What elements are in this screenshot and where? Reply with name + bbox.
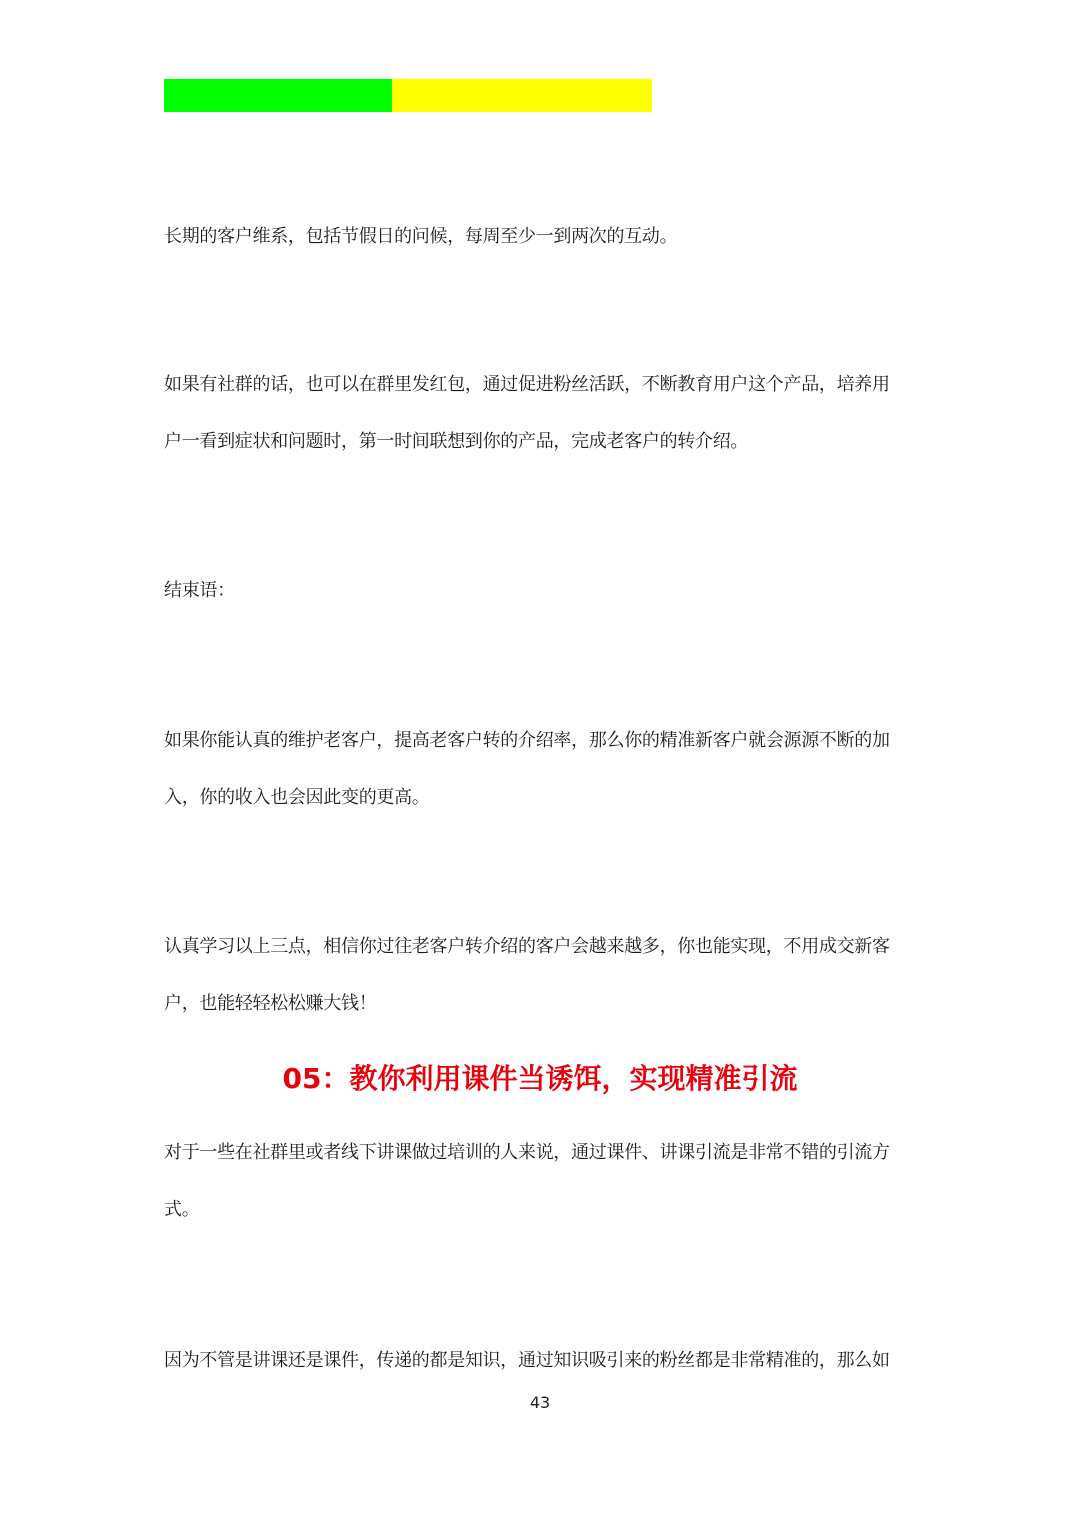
text-line: 如果你能认真的维护老客户，提高老客户转的介绍率，那么你的精准新客户就会源源不断的加 bbox=[164, 730, 890, 751]
text-line: 户，也能轻轻松松赚大钱！ bbox=[164, 993, 377, 1014]
text-line: 对于一些在社群里或者线下讲课做过培训的人来说，通过课件、讲课引流是非常不错的引流方 bbox=[164, 1142, 890, 1163]
text-line: 因为不管是讲课还是课件，传递的都是知识，通过知识吸引来的粉丝都是非常精准的，那么如 bbox=[164, 1350, 890, 1371]
text-line: 结束语： bbox=[164, 580, 235, 601]
text-line: 户一看到症状和问题时，第一时间联想到你的产品，完成老客户的转介绍。 bbox=[164, 431, 749, 452]
text-line: 长期的客户维系，包括节假日的问候，每周至少一到两次的互动。 bbox=[164, 226, 678, 247]
text-line: 认真学习以上三点，相信你过往老客户转介绍的客户会越来越多，你也能实现，不用成交新客 bbox=[164, 936, 890, 957]
paragraph-customer-maintenance bbox=[164, 208, 914, 265]
yellow-highlight-bar bbox=[392, 79, 652, 112]
green-highlight-bar bbox=[164, 79, 392, 112]
section-heading: 05：教你利用课件当诱饵，实现精准引流 bbox=[282, 1062, 798, 1095]
text-line: 式。 bbox=[164, 1199, 200, 1220]
paragraph-knowledge bbox=[164, 1332, 914, 1389]
paragraph-maintain-customers bbox=[164, 712, 914, 826]
page-number: 43 bbox=[529, 1393, 551, 1412]
paragraph-learn-three-points bbox=[164, 918, 914, 1032]
text-line: 入，你的收入也会因此变的更高。 bbox=[164, 787, 430, 808]
paragraph-courseware-intro bbox=[164, 1124, 914, 1238]
paragraph-conclusion-label bbox=[164, 562, 914, 619]
text-line: 如果有社群的话，也可以在群里发红包，通过促进粉丝活跃，不断教育用户这个产品，培养用 bbox=[164, 374, 890, 395]
paragraph-community bbox=[164, 356, 914, 470]
